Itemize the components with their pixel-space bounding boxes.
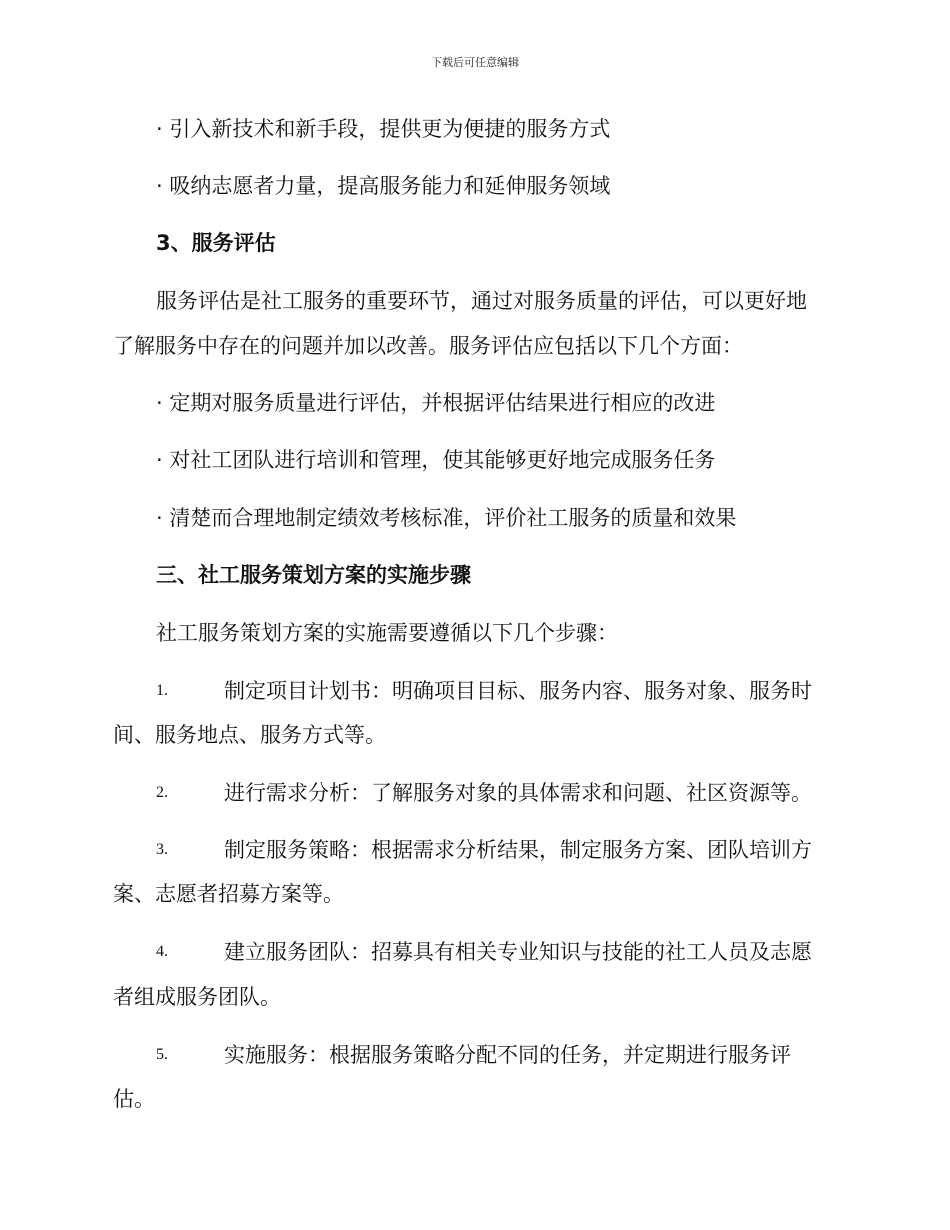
bullet-item: · 定期对服务质量进行评估，并根据评估结果进行相应的改进 [156,391,716,415]
page-header: 下载后可任意编辑 [431,56,519,69]
step-text: 实施服务：根据服务策略分配不同的任务，并定期进行服务评 [224,1043,791,1067]
step-text-continued: 者组成服务团队。 [113,985,281,1009]
bullet-item: · 引入新技术和新手段，提供更为便捷的服务方式 [156,117,611,141]
step-number: 2. [156,784,168,801]
step-text-continued: 案、志愿者招募方案等。 [113,882,344,906]
paragraph-line: 服务评估是社工服务的重要环节，通过对服务质量的评估，可以更好地 [156,289,807,313]
step-number: 4. [156,943,168,960]
step-text: 建立服务团队：招募具有相关专业知识与技能的社工人员及志愿 [224,940,812,964]
step-text-continued: 间、服务地点、服务方式等。 [113,723,386,747]
paragraph-line: 了解服务中存在的问题并加以改善。服务评估应包括以下几个方面： [113,334,743,358]
step-number: 3. [156,841,168,858]
step-text: 进行需求分析：了解服务对象的具体需求和问题、社区资源等。 [224,781,812,805]
step-text: 制定项目计划书：明确项目目标、服务内容、服务对象、服务时 [224,679,812,703]
bullet-item: · 清楚而合理地制定绩效考核标准，评价社工服务的质量和效果 [156,506,737,530]
intro-paragraph: 社工服务策划方案的实施需要遵循以下几个步骤： [156,621,618,645]
bullet-item: · 对社工团队进行培训和管理，使其能够更好地完成服务任务 [156,448,716,472]
step-text-continued: 估。 [113,1087,155,1111]
step-text: 制定服务策略：根据需求分析结果，制定服务方案、团队培训方 [224,838,812,862]
step-number: 5. [156,1046,168,1063]
bullet-item: · 吸纳志愿者力量，提高服务能力和延伸服务领域 [156,174,611,198]
section-heading: 3、服务评估 [156,231,276,255]
part-heading: 三、社工服务策划方案的实施步骤 [156,563,471,587]
step-number: 1. [156,682,168,699]
